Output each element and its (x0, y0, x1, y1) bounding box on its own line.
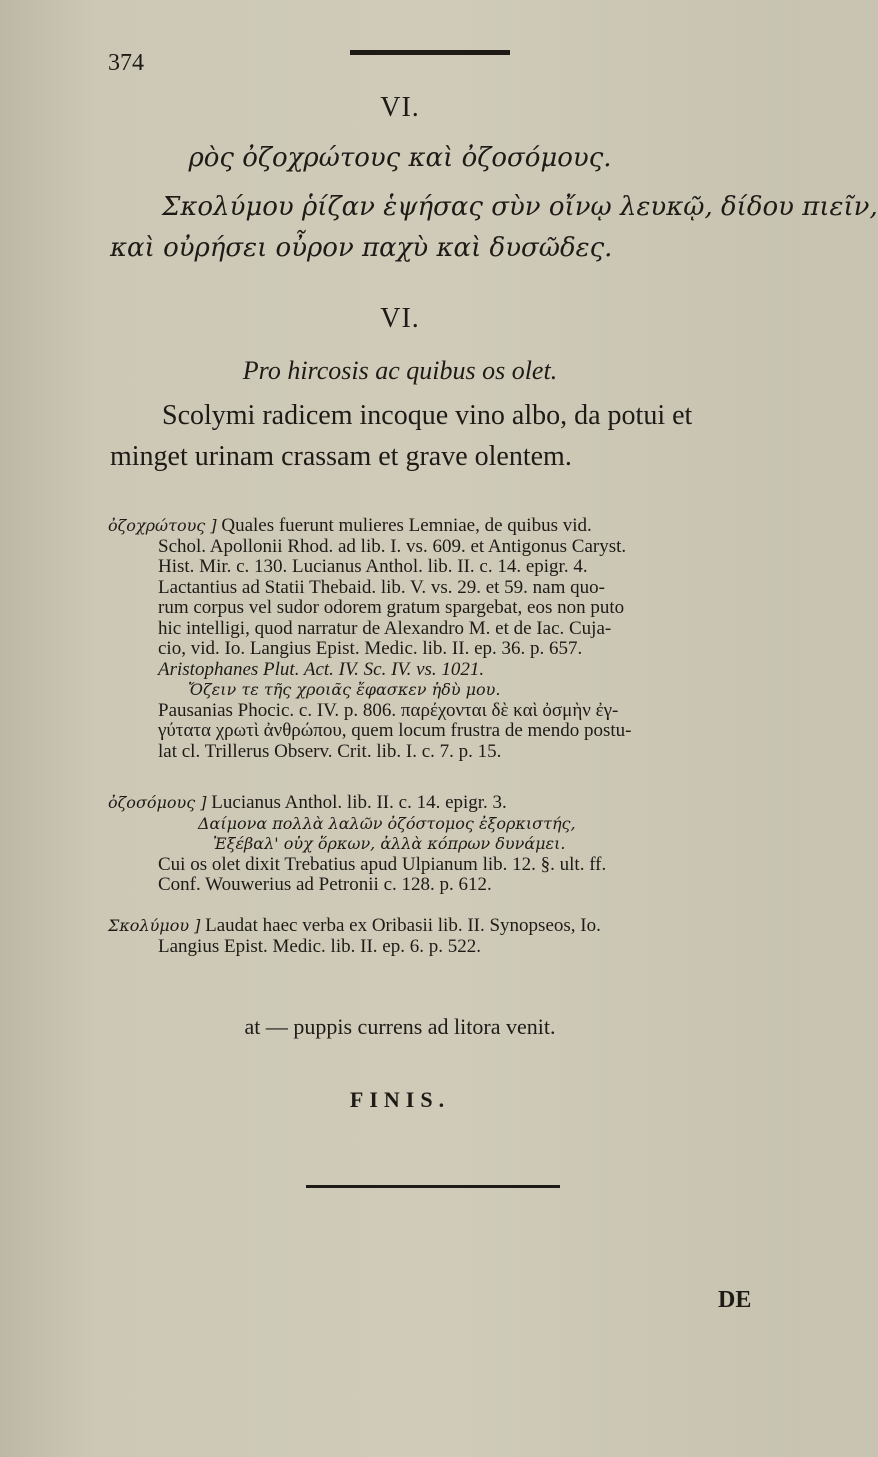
greek-line-1: Σκολύμου ῥίζαν ἑψήσας σὺν οἴνῳ λευκῷ, δίδου πιεῖν, (162, 192, 878, 222)
note-quote: Δαίμονα πολλὰ λαλῶν ὀζόστομος ἐξορκιστής, (198, 813, 576, 833)
latin-line-1: Scolymi radicem incoque vino albo, da potui et (162, 400, 693, 431)
note-line: Schol. Apollonii Rhod. ad lib. I. vs. 609. et Antigonus Caryst. (158, 535, 627, 557)
note-line: Cui os olet dixit Trebatius apud Ulpianum lib. 12. §. ult. ff. (158, 853, 607, 875)
note-lemma: Σκολύμου ] (108, 916, 201, 935)
footer-rule (306, 1185, 560, 1188)
note-quote: Ὄζειν τε τῆς χροιᾶς ἔφασκεν ἡδὺ μου. (188, 680, 501, 699)
greek-line-2: καὶ οὐρήσει οὖρον παχὺ καὶ δυσῶδες. (110, 233, 613, 263)
section-numeral-greek: VI. (380, 92, 420, 123)
note-ozosomous (108, 793, 768, 896)
note-line: lat cl. Trillerus Observ. Crit. lib. I. c. 7. p. 15. (158, 740, 502, 762)
note-line: rum corpus vel sudor odorem gratum spargebat, eos non puto (158, 597, 625, 618)
catchword: DE (718, 1287, 752, 1313)
note-line: cio, vid. Io. Langius Epist. Medic. lib. II. ep. 36. p. 657. (158, 638, 583, 659)
note-line: Aristophanes Plut. Act. IV. Sc. IV. vs. 1021. (158, 658, 485, 680)
note-skolymou (108, 916, 768, 957)
note-line: Pausanias Phocic. c. IV. p. 806. παρέχονται δὲ καὶ ὀσμὴν ἐγ- (158, 699, 619, 721)
note-lemma: ὀζοσόμους ] (108, 793, 207, 812)
note-line: Laudat haec verba ex Oribasii lib. II. Synopseos, Io. (205, 915, 601, 936)
note-line: hic intelligi, quod narratur de Alexandro M. et de Iac. Cuja- (158, 617, 612, 639)
note-line: Hist. Mir. c. 130. Lucianus Anthol. lib. II. c. 14. epigr. 4. (158, 556, 588, 577)
latin-title: Pro hircosis ac quibus os olet. (242, 356, 558, 385)
note-quote: Ἐξέβαλ' οὐχ ὅρκων, ἀλλὰ κόπρων δυνάμει. (213, 834, 566, 853)
greek-title: ρὸς ὀζοχρώτους καὶ ὀζοσόμους. (188, 143, 612, 173)
note-line: Conf. Wouwerius ad Petronii c. 128. p. 612. (158, 874, 492, 895)
note-lemma: ὀζοχρώτους ] (108, 516, 217, 535)
section-numeral-latin: VI. (380, 303, 420, 334)
note-line: Langius Epist. Medic. lib. II. ep. 6. p. 522. (158, 935, 481, 957)
finis: FINIS. (349, 1087, 451, 1112)
note-ozochrotous (108, 516, 768, 762)
note-line: γύτατα χρωτὶ ἀνθρώπου, quem locum frustra de mendo postu- (158, 720, 632, 741)
note-line: Lactantius ad Statii Thebaid. lib. V. vs. 29. et 59. nam quo- (158, 576, 605, 598)
latin-line-2: minget urinam crassam et grave olentem. (110, 441, 572, 472)
note-line: Quales fuerunt mulieres Lemniae, de quibus vid. (221, 515, 592, 536)
note-line: Lucianus Anthol. lib. II. c. 14. epigr. 3. (211, 792, 507, 813)
header-rule (350, 50, 510, 55)
page-number: 374 (108, 50, 144, 76)
closing-verse: at — puppis currens ad litora venit. (244, 1014, 556, 1039)
